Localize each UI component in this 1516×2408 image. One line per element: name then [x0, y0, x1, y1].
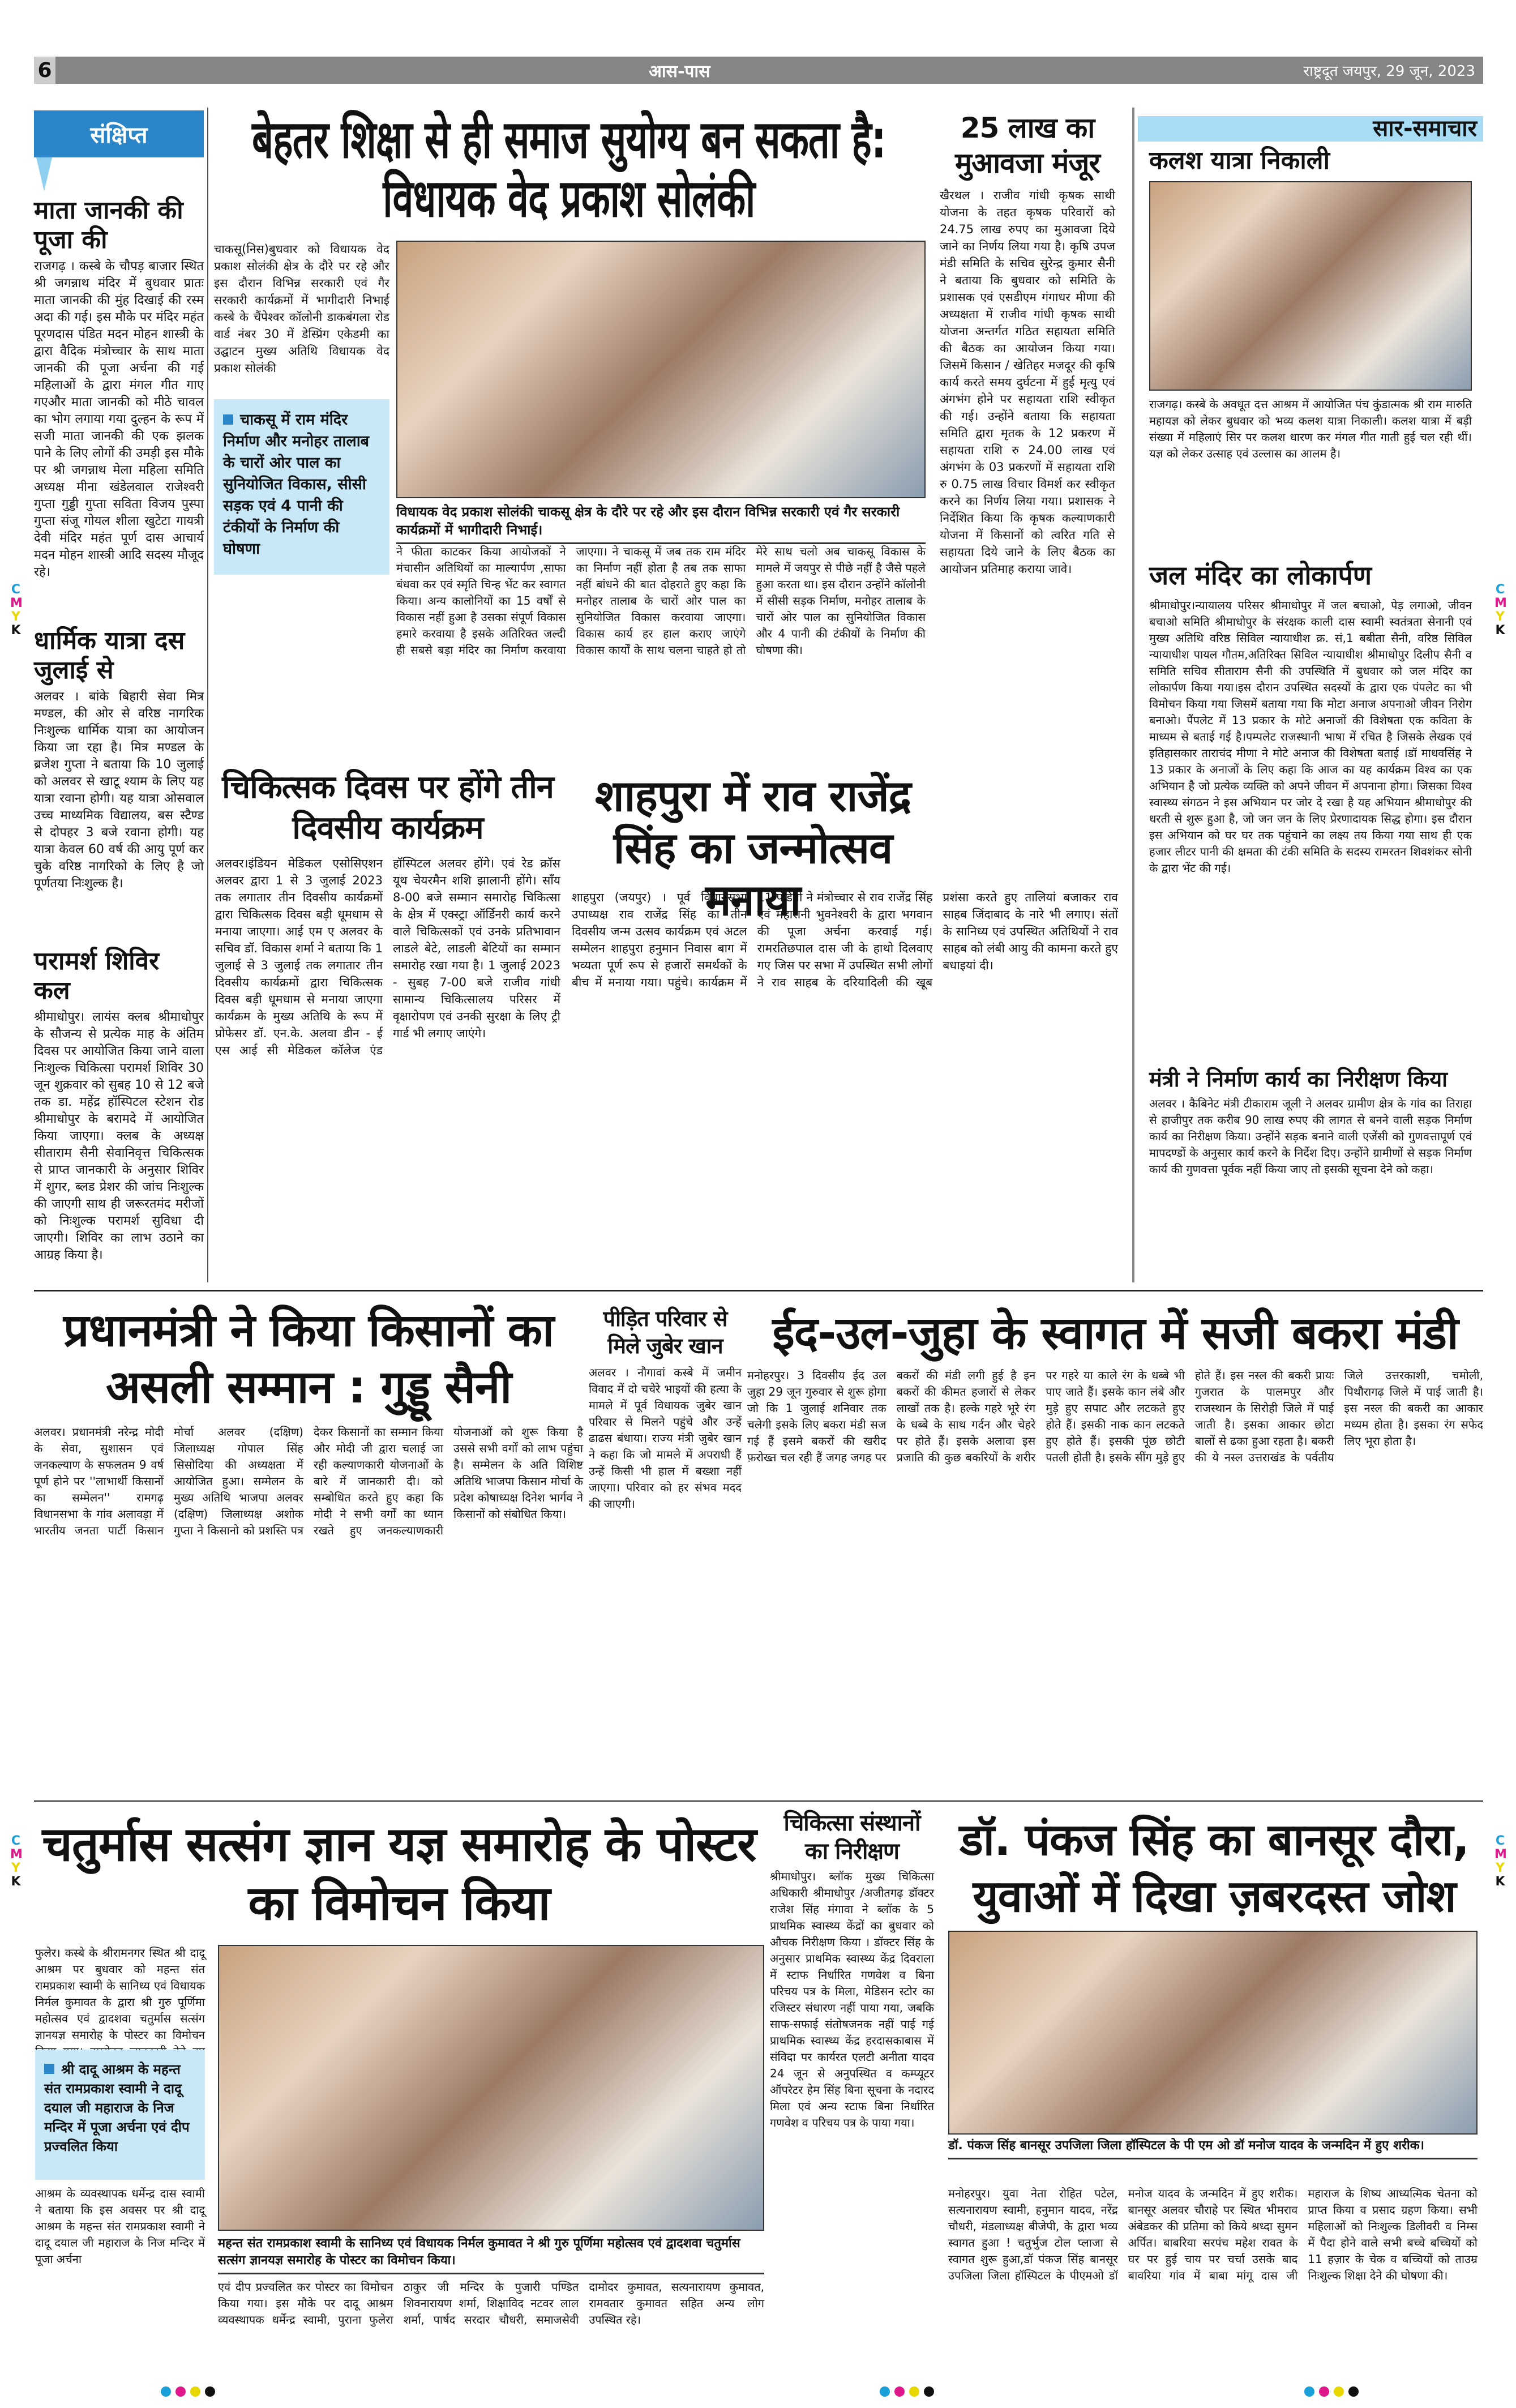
pm-body: अलवर। प्रधानमंत्री नरेन्द्र मोदी के सेवा, सुशासन एवं जनकल्याण के सफलतम 9 वर्ष पूर्ण होने पर ''लाभार्थी किसानों का सम्मेलन'' रामगढ़ विधानसभा के गांव अलावड़ा में भारतीय जनता पार्टी किसान मोर्चा अलवर (दक्षिण) जिलाध्यक्ष गोपाल सिंह सिसोदिया की अध्यक्षता में आयोजित हुआ। सम्मेलन के मुख्य अतिथि भाजपा अलवर (दक्षिण) जिलाध्यक्ष अशोक गुप्ता ने किसानो को प्रशस्ति पत्र देकर किसानों का सम्मान किया और मोदी जी द्वारा चलाई जा रही कल्याणकारी योजनाओं के बारे में जानकारी दी। को सम्बोधित करते हुए कहा कि मोदी ने सभी वर्गों का ध्यान रखते हुए जनकल्याणकारी योजनाओं को शुरू किया है उससे सभी वर्गों को लाभ पहुंचा है। सम्मेलन के अति विशिष्ट अतिथि भाजपा किसान मोर्चा के प्रदेश कोषाध्यक्ष दिनेश भार्गव ने किसानों को संबोधित किया। [34, 1425, 583, 1537]
poster-intro: फुलेर। कस्बे के श्रीरामनगर स्थित श्री दादू आश्रम पर बुधवार को महन्त संत रामप्रकाश स्वामी के सानिध्य एवं विधायक निर्मल कुमावत के द्वारा श्री गुरु पूर्णिमा महोत्सव एवं द्वादशवा चतुर्मास सत्संग ज्ञानयज्ञ समारोह के पोस्टर का विमोचन [35, 1946, 205, 2042]
cmyk-registration-mark: C M Y K [1494, 1834, 1507, 1889]
kalash-yatra-photo [1149, 181, 1472, 391]
page-header [34, 57, 1483, 84]
cmyk-registration-mark: C M Y K [1494, 583, 1507, 638]
saar-title: कलश यात्रा निकाली [1149, 146, 1330, 175]
lead-intro: चाकसू(निस)बुधवार को विधायक वेद प्रकाश सोलंकी क्षेत्र के दौरे पर रहे और इस दौरान विभिन्न सरकारी एवं गैर सरकारी कार्यक्रमों में भागीदारी निभाई कस्बे के चैंपेश्वर कॉलोनी डाकबंगला रोड वार्ड नंबर 30 में डेस्प्रिंग एकेडमी का उद्घाटन मुख्य अतिथि विधायक वेद प्रकाश सोलंकी [214, 242, 389, 375]
lead-body: ने फीता काटकर किया आयोजकों ने मंचासीन अतिथियों का माल्यार्पण ,साफा बंधवा कर एवं स्मृति चिन्ह भेंट कर स्वागत किया। अन्य कालोनियों का 15 वर्षों से विकास नहीं हुआ है उसका संपूर्ण विकास हमारे करवाया है इसके अतिरिक्त जल्दी ही सबसे बड़ा मंदिर का निर्माण करवाया जाएगा। ने चाकसू में जब तक राम मंदिर का निर्माण नहीं होता है तब तक साफा नहीं बांधने की बात दोहराते हुए कहा कि मनोहर तालाब के चारों ओर पाल का सुनियोजित विकास करवाया जाएगा। विकास कार्य हर हाल कराए जाएंगे विकास कार्यों के साथ चलना चाहते हो तो मेरे साथ चलो अब चाकसू विकास के मामले में जयपुर से पीछे नहीं है जैसे पहले हुआ करता था। इस दौरान उन्होंने कॉलोनी में सीसी सड़क निर्माण, मनोहर तालाब के चारों ओर पाल का सुनियोजित विकास और 4 पानी की टंकीयों के निर्माण की घोषणा की। [396, 545, 926, 657]
shahpura-headline: शाहपुरा में राव राजेंद्र सिंह का जन्मोत्सव मनाया [594, 771, 911, 925]
saar-title: जल मंदिर का लोकार्पण [1149, 560, 1372, 591]
eid-headline: ईद-उल-जुहा के स्वागत में सजी बकरा मंडी [772, 1307, 1458, 1359]
column-divider [1132, 108, 1134, 1282]
saar-body: अलवर । कैबिनेट मंत्री टीकाराम जूली ने अलवर ग्रामीण क्षेत्र के गांव का तिराहा से हाजीपुर तक करीब 90 लाख रुपए की लागत से बनने वाली सड़क निर्माण कार्य का निरीक्षण किया। उन्होंने सड़क बनाने वाली एजेंसी को गुणवत्तापूर्ण एवं मापदण्डों के अनुसार कार्य करने के निर्देश दिए। उन्होंने ग्रामीणों से सड़क निर्माण कार्य की गुणवत्ता पूर्वक नहीं किया जाए तो इसकी सूचना देने को कहा। [1149, 1097, 1472, 1176]
pankaj-photo-caption: डॉ. पंकज सिंह बानसूर उपजिला जिला हॉस्पिटल के पी एम ओ डॉ मनोज यादव के जन्मदिन में हुए शरीक। [948, 2137, 1478, 2159]
poster-left-body: आश्रम के व्यवस्थापक धर्मेन्द्र दास स्वामी ने बताया कि इस अवसर पर श्री दादू आश्रम के महन्त संत रामप्रकाश स्वामी ने दादू दयाल जी महाराज के निज मन्दिर में पूजा अर्चना [35, 2187, 205, 2266]
cmyk-registration-mark: C M Y K [10, 583, 23, 638]
page-number: 6 [34, 57, 55, 84]
section-rule [34, 1290, 1483, 1291]
brief-title: परामर्श शिविर कल [34, 947, 160, 1005]
saar-label: सार-समाचार [1373, 116, 1477, 142]
lead-photo [396, 241, 926, 498]
brief-title: माता जानकी की पूजा की [34, 196, 183, 254]
briefs-label: संक्षिप्त [34, 110, 204, 157]
poster-body: एवं दीप प्रज्वलित कर पोस्टर का विमोचन किया गया। इस मौके पर दादू आश्रम व्यवस्थापक धर्मेन्द्र स्वामी, पुराना फुलेरा ठाकुर जी मन्दिर के पुजारी पण्डित शिवनारायण शर्मा, शिक्षाविद नटवर लाल शर्मा, पार्षद सरदार चौधरी, समाजसेवी दामोदर कुमावत, सत्यनारायण कुमावत, रामवतार कुमावत सहित अन्य लोग उपस्थित रहे। [218, 2280, 764, 2326]
pankaj-body: मनोहरपुर। युवा नेता रोहित पटेल, सत्यनारायण स्वामी, हनुमान यादव, नरेंद्र चौधरी, मंडलाध्यक्ष बीजेपी, के द्वारा भव्य स्वागत हुआ ! चतुर्भुज टोल प्लाजा से स्वागत शुरू हुआ,डॉ पंकज सिंह बानसूर उपजिला जिला हॉस्पिटल के पीएमओ डॉ मनोज यादव के जन्मदिन में हुए शरीक। बानसूर अलवर चौराहे पर स्थित भीमराव अंबेडकर की प्रतिमा को किये श्रध्दा सुमन अर्पित। बाबरिया सरपंच महेश रावत के घर पर हुई चाय पर चर्चा उसके बाद बावरिया गांव में बाबा मांगू दास जी महाराज के शिष्य आध्यत्मिक चेतना को प्राप्त किया व प्रसाद ग्रहण किया। सभी महिलाओं को निःशुल्क डिलीवरी व निम्स में पैदा होने वाले सभी बच्चे बच्चियों को 11 हज़ार के चेक व बच्चियों को ताउम्र निःशुल्क शिक्षा देने की घोषणा की। [948, 2187, 1478, 2282]
eid-body: मनोहरपुर। 3 दिवसीय ईद उल जुहा 29 जून गुरुवार से शुरू होगा जो कि 1 जुलाई शनिवार तक चलेगी इसके लिए बकरा मंडी सज गई हैं इसमे बकरों की खरीद फ़रोख्त चल रही हैं जगह जगह पर बकरों की मंडी लगी हुई है इन बकरों की कीमत हजारों से लेकर लाखों तक है। हल्के गहरे भूरे रंग के धब्बे के साथ गर्दन और चेहरे पर होते हैं। इसके अलावा इस प्रजाति की कुछ बकरियों के शरीर पर गहरे या काले रंग के धब्बे भी पाए जाते हैं। इसके कान लंबे और मुड़े हुए सपाट और लटकते हुए होते हैं। इसकी नाक कान लटकते हुए होते हैं। इसकी पूंछ छोटी पतली होती है। इसके सींग मुड़े हुए होते हैं। इस नस्ल की बकरी प्रायः गुजरात के पालमपुर और राजस्थान के सिरोही जिले में पाई जाती है। इसका आकार छोटा बालों से ढका हुआ रहता है। बकरी की ये नस्ल उत्तराखंड के पर्वतीय जिले उत्तरकाशी, चमोली, पिथौरागढ़ जिले में पाई जाती है। इस नस्ल की बकरी का आकार मध्यम होता है। इसका रंग सफेद लिए भूरा होता है। [747, 1368, 1483, 1464]
bullet-square-icon [223, 414, 233, 425]
victim-headline: पीड़ित परिवार से मिले जुबेर खान [603, 1306, 727, 1358]
briefs-column [34, 110, 204, 1282]
doctor-day-headline: चिकित्सक दिवस पर होंगे तीन दिवसीय कार्यक्रम [222, 769, 554, 846]
color-bar-right [1302, 2386, 1361, 2399]
inspection-body: श्रीमाधोपुर। ब्लॉक मुख्य चिकित्सा अधिकारी श्रीमाधोपुर /अजीतगढ़ डॉक्टर राजेश सिंह मंगावा ने ब्लॉक के 5 प्राथमिक स्वास्थ्य केंद्रों का बुधवार को औचक निरीक्षण किया । डॉक्टर सिंह के अनुसार प्राथमिक स्वास्थ्य केंद्र दिवराला में स्टाफ निर्धारित गणवेश व बिना परिचय पत्र के मिला, मेडिसन स्टोर का रजिस्टर संधारण नहीं पाया गया, जबकि साफ-सफाई संतोषजनक नहीं पाई गई प्राथमिक स्वास्थ्य केंद्र हरदासकाबास में संविदा पर कार्यरत एलटी अनीता यादव 24 जून से अनुपस्थित व कम्प्यूटर ऑपरेटर हेम सिंह बिना सूचना के नदारद मिला एवं अन्य स्टाफ बिना निर्धारित गणवेश व परिचय पत्र के पाया गया। [770, 1870, 934, 2129]
compensation-headline: 25 लाख का मुआवजा मंजूर [955, 112, 1100, 179]
column-divider [207, 108, 208, 1282]
cmyk-registration-mark: C M Y K [10, 1834, 23, 1889]
saar-title: मंत्री ने निर्माण कार्य का निरीक्षण किया [1149, 1067, 1448, 1092]
shahpura-body: शाहपुरा (जयपुर) । पूर्व विधानसभा उपाध्यक्ष राव राजेंद्र सिंह का तीन दिवसीय जन्म उत्सव कार्यक्रम एवं अटल सम्मेलन शाहपुरा हनुमान निवास बाग में भव्यता पूर्ण रूप से हजारों समर्थकों के बीच में मनाया गया। पहुंचे। कार्यक्रम में 11 पंडितों ने मंत्रोच्चार से राव राजेंद्र सिंह एवं महारानी भुवनेश्वरी के द्वारा भगवान की पूजा अर्चना करवाई गई। रामरतिछपाल दास जी के हाथो दिलवाए गए जिस पर सभा में उपस्थित सभी लोगों ने राव साहब के दरियादिली की खूब प्रशंसा करते हुए तालियां बजाकर राव साहब जिंदाबाद के नारे भी लगाए। संतों के सानिध्य एवं उपस्थित अतिथियों ने राव साहब को लंबी आयु की कामना करते हुए बधाइयां दी। [572, 891, 1118, 989]
poster-headline: चतुर्मास सत्संग ज्ञान यज्ञ समारोह के पोस्टर का विमोचन किया [42, 1816, 756, 1931]
bullet-square-icon [44, 2064, 54, 2074]
color-bar-left [159, 2386, 217, 2399]
section-rule [34, 1800, 1483, 1802]
saar-body: श्रीमाधोपुर।न्यायालय परिसर श्रीमाधोपुर में जल बचाओ, पेड़ लगाओ, जीवन बचाओ समिति श्रीमाधोपुर के संरक्षक काली दास स्वामी स्वतंत्रता सेनानी एवं मुख्य अतिथि वरिष्ठ सिविल न्यायाधीश क्र. सं,1 बबीता सैनी, वरिष्ठ सिविल न्यायाधीश पायल गौतम,अतिरिक्त सिविल न्यायाधीश श्रीमाधोपुर दिलीप सैनी व समिति सचिव सीताराम सैनी की उपस्थिति में बुधवार को जल मंदिर का लोकार्पण किया गया।इस दौरान उपस्थित सदस्यों के द्वारा एक पंपलेट का भी विमोचन किया गया जिसमें बताया गया कि मोटा अनाज अपनाओ जीवन निरोग बनाओ। पैंपलेट में 13 प्रकार के मोटे अनाजों की विशेषता एक कविता के माध्यम से बताई गई है।पम्पलेट राजस्थानी भाषा में रचित है जिसके लेखक एवं इतिहासकार ताराचंद मीणा ने मोटे अनाज की विशेषता बताई ।डॉ माधवसिंह ने 13 प्रकार के अनाजों के लिए कहा कि आज का यह कार्यक्रम विश्व का एक अभियान है जो प्रत्येक व्यक्ति को अपने जीवन में अपनाना होगा। जिसका विश्व स्वास्थ्य संगठन ने इस अभियान पर जोर दे रखा है यह अभियान श्रीमाधोपुर की धरती से शुरू हुआ है, जो जन जन के लिए प्रेरणादायक सिद्ध होगा। इस दौरान इस अभियान को घर घर तक पहुंचाने का लक्ष्य तय किया गया साथ ही एक हजार लीटर पानी की क्षमता की टंकी समिति के सदस्य रामरतन शिवशंकर सोनी के द्वारा भेंट की गई। [1149, 598, 1472, 875]
brief-body: राजगढ़ । कस्बे के चौपड़ बाजार स्थित श्री जगन्नाथ मंदिर में बुधवार प्रातः माता जानकी की मुंह दिखाई की रस्म अदा की गई। इस मौके पर मंदिर महंत पूरणदास पंडित मदन मोहन शास्त्री के द्वारा वैदिक मंत्रोच्चार के साथ माता जानकी की पूजा अर्चना की गई महिलाओं के द्वारा मंगल गीत गाए गएऔर माता जानकी को मीठे चावल का भोग लगाया गया दुल्हन के रूप में सजी माता जानकी की एक झलक पाने के लिए लोगों की उमड़ी इस मौके पर श्री जगन्नाथ मेला महिला समिति अध्यक्ष मीना खंडेलवाल राजेश्वरी गुप्ता गुड्डी गुप्ता सविता विजय पुस्पा गुप्ता संजू गोयल शीला खुटेटा गायत्री देवी मंदिर महंत पूर्ण दास आचार्य मदन मोहन शास्त्री आदि सदस्य मौजूद रहे। [34, 259, 204, 579]
lead-photo-caption: विधायक वेद प्रकाश सोलंकी चाकसू क्षेत्र के दौरे पर रहे और इस दौरान विभिन्न सरकारी एवं गैर सरकारी कार्यक्रमों में भागीदारी निभाई। [396, 503, 926, 544]
brief-body: अलवर । बांके बिहारी सेवा मित्र मण्डल, की ओर से वरिष्ठ नागरिक निःशुल्क धार्मिक यात्रा का आयोजन किया जा रहा है। मित्र मण्डल के ब्रजेश गुप्ता ने बताया कि 10 जुलाई को अलवर से खाटू श्याम के लिए यह यात्रा रवाना होगी। यह यात्रा ओसवाल उच्च माध्यमिक विद्यालय, बस स्टैण्ड से दोपहर 3 बजे रवाना होगी। यह यात्रा केवल 60 वर्ष की आयु पूर्ण कर चुके वरिष्ठ नागरिको के लिए है जो पूर्णतया निःशुल्क है। [34, 690, 204, 891]
poster-highlight-box [35, 2050, 205, 2180]
paper-date: राष्ट्रदूत जयपुर, 29 जून, 2023 [1303, 63, 1475, 80]
pankaj-headline: डॉ. पंकज सिंह का बानसूर दौरा, युवाओं में दिखा ज़बरदस्त जोश [960, 1815, 1469, 1922]
brief-title: धार्मिक यात्रा दस जुलाई से [34, 626, 185, 685]
lead-highlight-box [214, 399, 389, 575]
doctor-day-body: अलवर।इंडियन मेडिकल एसोसिएशन अलवर द्वारा 1 से 3 जुलाई 2023 तक लगातार तीन दिवसीय कार्यक्रमों द्वारा चिकित्सक दिवस बड़ी धूमधाम से मनाया जाएगा। आई एम ए अलवर के सचिव डॉ. विकास शर्मा ने बताया कि 1 जुलाई से 3 जुलाई तक लगातार तीन दिवसीय कार्यक्रमों द्वारा चिकित्सक दिवस बड़ी धूमधाम से मनाया जाएगा कार्यक्रम के मुख्य अतिथि के रूप में प्रोफेसर डॉ. एन.के. अलवा डीन - ई एस आई सी मेडिकल कॉलेज एंड हॉस्पिटल अलवर होंगे। एवं रेड क्रॉस यूथ चेयरमैन शशि झालानी होंगे। साँय 8-00 बजे सम्मान समारोह चिकित्सा के क्षेत्र में एक्स्ट्रा ऑर्डिनरी कार्य करने वाले चिकित्सकों एवं उनके प्रतिभावान लाडले बेटे, लाडली बेटियों का सम्मान समारोह रखा गया है। 1 जुलाई 2023 - सुबह 7-00 बजे राजीव गांधी सामान्य चिकित्सालय परिसर में वृक्षारोपण एवं उनकी सुरक्षा के लिए ट्री गार्ड भी लगाए जाएंगे। [215, 857, 560, 1057]
label-tail-decoration [36, 157, 52, 191]
section-name: आस-पास [649, 61, 710, 82]
inspection-headline: चिकित्सा संस्थानों का निरीक्षण [783, 1810, 920, 1864]
pankaj-photo [948, 1931, 1478, 2135]
saar-body: राजगढ़। कस्बे के अवधूत दत्त आश्रम में आयोजित पंच कुंडात्मक श्री राम मारुति महायज्ञ को लेकर बुधवार को भव्य कलश यात्रा निकाली। कलश यात्रा में बड़ी संख्या में महिलाएं सिर पर कलश धारण कर मंगल गीत गाती हुई चल रही थीं। यज्ञ को लेकर उत्साह एवं उल्लास का आलम है। [1149, 397, 1472, 460]
pm-headline: प्रधानमंत्री ने किया किसानों का असली सम्मान : गुड्डू सैनी [63, 1304, 554, 1413]
poster-photo [218, 1945, 764, 2231]
victim-body: अलवर । नौगावां कस्बे में जमीन विवाद में दो चचेरे भाइयों की हत्या के मामले में पूर्व विधायक जुबेर खान परिवार से मिलने पहुंचे और उन्हें ढाढस बंधाया। राज्य मंत्री जुबेर खान ने कहा कि जो मामले में अपराधी हैं उन्हें किसी भी हाल में बख्शा नहीं जाएगा। परिवार को हर संभव मदद की जाएगी। [589, 1366, 742, 1511]
color-bar-center [877, 2386, 936, 2399]
highlight-text: चाकसू में राम मंदिर निर्माण और मनोहर तालाब के चारों ओर पाल का सुनियोजित विकास, सीसी सड़क एवं 4 पानी की टंकीयों के निर्माण की घोषणा [223, 411, 370, 558]
compensation-body: खैरथल । राजीव गांधी कृषक साथी योजना के तहत कृषक परिवारों को 24.75 लाख रुपए का मुआवजा दिये जाने का निर्णय लिया गया है। कृषि उपज मंडी समिति के सचिव सुरेन्द्र कुमार सैनी ने बताया कि बुधवार को समिति के प्रशासक एवं एसडीएम गंगाधर मीणा की अध्यक्षता में राजीव गांधी कृषक साथी योजना अन्तर्गत गठित सहायता समिति की बैठक का आयोजन किया गया। जिसमें किसान / खेतिहर मजदूर की कृषि कार्य करते समय दुर्घटना में हुई मृत्यु एवं अंगभंग होने पर सहायता राशि स्वीकृत की गई। उन्होंने बताया कि सहायता समिति द्वारा मृतक के 12 प्रकरण में सहायता राशि रु 24.00 लाख एवं अंगभंग के 03 प्रकरणों में सहायता राशि रु 0.75 लाख विचार विमर्श कर स्वीकृत करने का निर्णय लिया गया। प्रशासक ने निर्देशित किया कि कृषक कल्याणकारी योजना में किसानों को त्वरित गति से सहायता दिये जाने के लिए बैठक का आयोजन प्रतिमाह कराया जावे। [940, 189, 1115, 576]
lead-headline: बेहतर शिक्षा से ही समाज सुयोग्य बन सकता है: विधायक वेद प्रकाश सोलंकी [252, 109, 886, 229]
brief-body: श्रीमाधोपुर। लायंस क्लब श्रीमाधोपुर के सौजन्य से प्रत्येक माह के अंतिम दिवस पर आयोजित किया जाने वाला निःशुल्क चिकित्सा परामर्श शिविर 30 जून शुक्रवार को सुबह 10 से 12 बजे तक डा. महेंद्र हॉस्पिटल स्टेशन रोड श्रीमाधोपुर के बरामदे में आयोजित किया जाएगा। क्लब के अध्यक्ष सीताराम सैनी सेवानिवृत्त चिकित्सक से प्राप्त जानकारी के अनुसार शिविर में शुगर, ब्लड प्रेशर की जांच निःशुल्क की जाएगी साथ ही जरूरतमंद मरीजों को निःशुल्क परामर्श सुविधा दी जाएगी। शिविर का लाभ उठाने का आग्रह किया है। [34, 1010, 204, 1262]
poster-photo-caption: महन्त संत रामप्रकाश स्वामी के सानिध्य एवं विधायक निर्मल कुमावत ने श्री गुरु पूर्णिमा महोत्सव एवं द्वादशवा चतुर्मास सत्संग ज्ञानयज्ञ समारोह के पोस्टर का विमोचन किया। [218, 2235, 764, 2274]
highlight-text: श्री दादू आश्रम के महन्त संत रामप्रकाश स्वामी ने दादू दयाल जी महाराज के निज मन्दिर में पूजा अर्चना एवं दीप प्रज्वलित किया [44, 2061, 190, 2154]
